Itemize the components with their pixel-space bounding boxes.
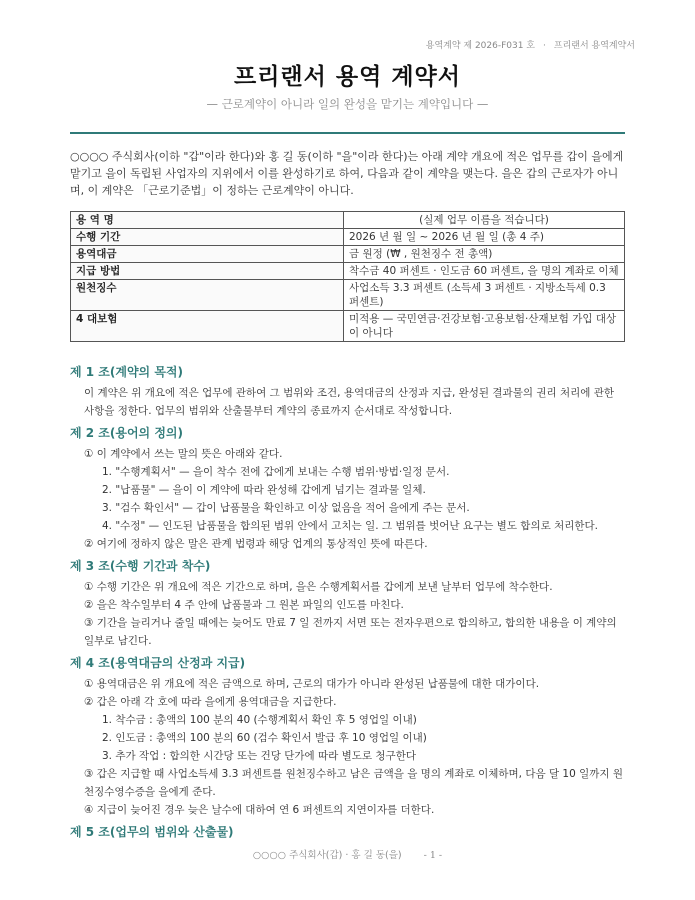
title-divider — [70, 132, 625, 134]
summary-value: 사업소득 3.3 퍼센트 (소득세 3 퍼센트 · 지방소득세 0.3 퍼센트) — [344, 280, 625, 311]
summary-label: 지급 방법 — [71, 263, 344, 280]
table-row — [71, 311, 625, 342]
article-heading: 제 3 조(수행 기간과 착수) — [70, 559, 211, 573]
article-heading: 제 5 조(업무의 범위와 산출물) — [70, 825, 234, 839]
article-4 — [70, 653, 626, 819]
article-heading: 제 2 조(용어의 정의) — [70, 426, 183, 440]
footer-parties: ○○○○ 주식회사(갑) · 홍 길 동(을) — [252, 850, 402, 861]
article-heading: 제 1 조(계약의 목적) — [70, 365, 183, 379]
summary-label: 수행 기간 — [71, 229, 344, 246]
article-item: 3. "검수 확인서" — 갑이 납품물을 확인하고 이상 없음을 적어 을에게 주는 문서. — [102, 502, 470, 514]
table-row — [71, 229, 625, 246]
article-item: 3. 추가 작업 : 합의한 시간당 또는 건당 단가에 따라 별도로 청구한다 — [102, 750, 416, 762]
article-clause: ② 을은 착수일부터 4 주 안에 납품물과 그 원본 파일의 인도를 마친다. — [84, 599, 404, 611]
articles — [70, 362, 626, 845]
article-paragraph: 이 계약은 위 개요에 적은 업무에 관하여 그 범위와 조건, 용역대금의 산정과 지급, 완성된 결과물의 권리 처리에 관한 사항을 정한다. 업무의 범위와 산출물부터 계약의 종료까지 순서대로 작성합니다. — [84, 387, 614, 417]
table-row — [71, 280, 625, 311]
article-clause: ④ 지급이 늦어진 경우 늦은 날수에 대하여 연 6 퍼센트의 지연이자를 더한다. — [84, 804, 435, 816]
table-row — [71, 246, 625, 263]
article-item: 1. 착수금 : 총액의 100 분의 40 (수행계획서 확인 후 5 영업일 이내) — [102, 714, 417, 726]
article-item: 2. 인도금 : 총액의 100 분의 60 (검수 확인서 발급 후 10 영업일 이내) — [102, 732, 427, 744]
article-3 — [70, 556, 626, 650]
page-title: 프리랜서 용역 계약서 — [234, 64, 461, 90]
document-type: 프리랜서 용역계약서 — [553, 41, 635, 51]
page-footer — [0, 847, 695, 861]
article-clause: ① 용역대금은 위 개요에 적은 금액으로 하며, 근로의 대가가 아니라 완성된 납품물에 대한 대가이다. — [84, 678, 540, 690]
table-row — [71, 263, 625, 280]
summary-label: 용역대금 — [71, 246, 344, 263]
intro-paragraph: ○○○○ 주식회사(이하 "갑"이라 한다)와 홍 길 동(이하 "을"이라 한다)는 아래 계약 개요에 적은 업무를 갑이 을에게 맡기고 을이 독립된 사업자의 지위에서 이를 완성하기로 하여, 다음과 같이 계약을 맺는다. 을은 갑의 근로자가 아니며, 이 계약은 「근로기준법」이 정하는 근로계약이 아니다. — [70, 150, 624, 197]
summary-value: (실제 업무 이름을 적습니다) — [344, 212, 625, 229]
summary-label: 4 대보험 — [71, 311, 344, 342]
article-clause: ② 갑은 아래 각 호에 따라 을에게 용역대금을 지급한다. — [84, 696, 337, 708]
article-clause: ③ 갑은 지급할 때 사업소득세 3.3 퍼센트를 원천징수하고 남은 금액을 을 명의 계좌로 이체하며, 다음 달 10 일까지 원천징수영수증을 을에게 준다. — [84, 768, 624, 798]
article-item: 4. "수정" — 인도된 납품물을 합의된 범위 안에서 고치는 일. 그 범위를 벗어난 요구는 별도 합의로 처리한다. — [102, 520, 598, 532]
article-5 — [70, 822, 626, 842]
summary-label: 원천징수 — [71, 280, 344, 311]
summary-value: 미적용 — 국민연금·건강보험·고용보험·산재보험 가입 대상이 아니다 — [344, 311, 625, 342]
summary-value: 착수금 40 퍼센트 · 인도금 60 퍼센트, 을 명의 계좌로 이체 — [344, 263, 625, 280]
article-clause: ③ 기간을 늘리거나 줄일 때에는 늦어도 만료 7 일 전까지 서면 또는 전자우편으로 합의하고, 합의한 내용을 이 계약의 일부로 남긴다. — [84, 617, 617, 647]
article-2 — [70, 423, 626, 553]
article-clause: ② 여기에 정하지 않은 말은 관계 법령과 해당 업계의 통상적인 뜻에 따른다. — [84, 538, 428, 550]
table-row — [71, 212, 625, 229]
contract-summary-table — [70, 211, 625, 342]
summary-value: 금 원정 (₩ , 원천징수 전 총액) — [344, 246, 625, 263]
summary-value: 2026 년 월 일 ~ 2026 년 월 일 (총 4 주) — [344, 229, 625, 246]
article-clause: ① 이 계약에서 쓰는 말의 뜻은 아래와 같다. — [84, 448, 283, 460]
article-clause: ① 수행 기간은 위 개요에 적은 기간으로 하며, 을은 수행계획서를 갑에게 보낸 날부터 업무에 착수한다. — [84, 581, 553, 593]
document-meta: 용역계약 제 2026-F031 호 · 프리랜서 용역계약서 — [425, 41, 635, 51]
article-item: 1. "수행계획서" — 을이 착수 전에 갑에게 보내는 수행 범위·방법·일정 문서. — [102, 466, 450, 478]
article-heading: 제 4 조(용역대금의 산정과 지급) — [70, 656, 246, 670]
article-1 — [70, 362, 626, 420]
page-subtitle: — 근로계약이 아니라 일의 완성을 맡기는 계약입니다 — — [206, 97, 489, 111]
summary-label: 용 역 명 — [71, 212, 344, 229]
article-item: 2. "납품물" — 을이 이 계약에 따라 완성해 갑에게 넘기는 결과물 일체. — [102, 484, 426, 496]
page-number: - 1 - — [423, 850, 443, 861]
document-number: 용역계약 제 2026-F031 호 — [425, 41, 536, 51]
